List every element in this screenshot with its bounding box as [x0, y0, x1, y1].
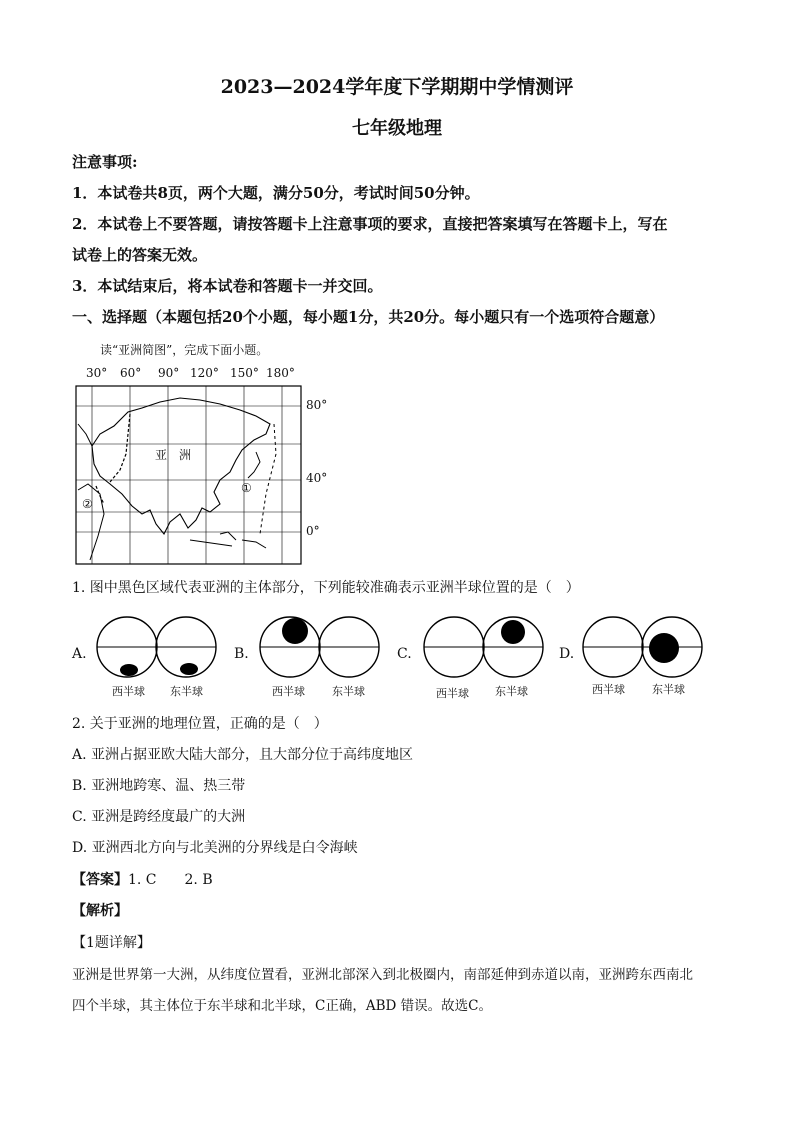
q2-option-d[interactable]: D. 亚洲西北方向与北美洲的分界线是白令海峡 — [72, 840, 358, 856]
answer-text: 1. C 2. B — [128, 872, 213, 888]
ural-boundary — [110, 414, 130, 482]
graticule — [76, 386, 301, 564]
map-graphic — [70, 364, 320, 569]
marker-2: ② — [82, 497, 93, 511]
notes-item-2-line2: 试卷上的答案无效。 — [72, 246, 208, 264]
q2-stem: 2. 关于亚洲的地理位置，正确的是（ ） — [72, 716, 328, 732]
lon-label-120: 120° — [190, 366, 219, 380]
analysis-detail-label: 【1题详解】 — [72, 935, 151, 951]
lon-label-90: 90° — [158, 366, 180, 380]
q1-option-c-letter[interactable]: C. — [397, 646, 412, 662]
asia-mark-a-west — [120, 664, 138, 676]
q1-option-a-letter[interactable]: A. — [72, 646, 87, 662]
europe-outline — [78, 424, 92, 446]
q1-option-d-graphic[interactable] — [580, 612, 710, 682]
asia-outline — [92, 398, 270, 534]
q1-option-a-graphic[interactable] — [94, 612, 224, 682]
asia-mark-b — [282, 618, 308, 644]
region-label-asia: 亚 洲 — [155, 448, 192, 462]
q1-d-east-label: 东半球 — [652, 683, 685, 696]
lon-label-30: 30° — [86, 366, 108, 380]
q2-option-a[interactable]: A. 亚洲占据亚欧大陆大部分，且大部分位于高纬度地区 — [72, 747, 414, 763]
answer-line — [72, 869, 213, 889]
answer-label: 【答案】 — [72, 872, 128, 888]
lon-label-60: 60° — [120, 366, 142, 380]
lat-label-40: 40° — [306, 471, 328, 485]
q1-option-b-letter[interactable]: B. — [234, 646, 249, 662]
analysis-line-1: 亚洲是世界第一大洲，从纬度位置看，亚洲北部深入到北极圈内，南部延伸到赤道以南，亚洲跨东西南北 — [72, 967, 693, 983]
japan-islands — [248, 452, 260, 478]
marker-1: ① — [241, 481, 252, 495]
map-frame — [76, 386, 301, 564]
q1-option-c-graphic[interactable] — [421, 612, 551, 682]
notes-item-2-line1: 2．本试卷上不要答题，请按答题卡上注意事项的要求，直接把答案填写在答题卡上，写在 — [72, 215, 668, 233]
q1-b-west-label: 西半球 — [272, 685, 305, 698]
q1-a-west-label: 西半球 — [112, 685, 145, 698]
q1-c-east-label: 东半球 — [495, 685, 528, 698]
page-subtitle: 七年级地理 — [352, 118, 442, 139]
q1-stem: 1. 图中黑色区域代表亚洲的主体部分，下列能较准确表示亚洲半球位置的是（ ） — [72, 580, 580, 596]
indonesia-islands — [190, 532, 266, 548]
q1-option-b-graphic[interactable] — [257, 612, 387, 682]
lat-label-0: 0° — [306, 524, 320, 538]
notes-item-1: 1．本试卷共8页，两个大题，满分50分，考试时间50分钟。 — [72, 184, 480, 202]
analysis-line-2: 四个半球，其主体位于东半球和北半球，C正确，ABD 错误。故选C。 — [72, 998, 492, 1014]
analysis-label: 【解析】 — [72, 903, 128, 919]
section-heading: 一、选择题（本题包括20个小题，每小题1分，共20分。每小题只有一个选项符合题意） — [72, 308, 665, 326]
dashed-boundary — [260, 424, 276, 534]
map-intro: 读“亚洲简图”，完成下面小题。 — [100, 343, 269, 357]
q2-option-b[interactable]: B. 亚洲地跨寒、温、热三带 — [72, 778, 246, 794]
q1-b-east-label: 东半球 — [332, 685, 365, 698]
q1-c-west-label: 西半球 — [436, 687, 469, 700]
asia-map — [70, 364, 328, 569]
asia-mark-d — [649, 633, 679, 663]
lon-label-180: 180° — [266, 366, 295, 380]
q1-option-d-letter[interactable]: D. — [559, 646, 575, 662]
asia-mark-c — [501, 620, 525, 644]
lat-label-80: 80° — [306, 398, 328, 412]
page-title: 2023—2024学年度下学期期中学情测评 — [220, 76, 574, 98]
q1-d-west-label: 西半球 — [592, 683, 625, 696]
lon-label-150: 150° — [230, 366, 259, 380]
q1-a-east-label: 东半球 — [170, 685, 203, 698]
asia-mark-a-east — [180, 663, 198, 675]
notes-item-3: 3．本试结束后，将本试卷和答题卡一并交回。 — [72, 277, 383, 295]
q2-option-c[interactable]: C. 亚洲是跨经度最广的大洲 — [72, 809, 246, 825]
notes-heading: 注意事项: — [72, 153, 138, 171]
